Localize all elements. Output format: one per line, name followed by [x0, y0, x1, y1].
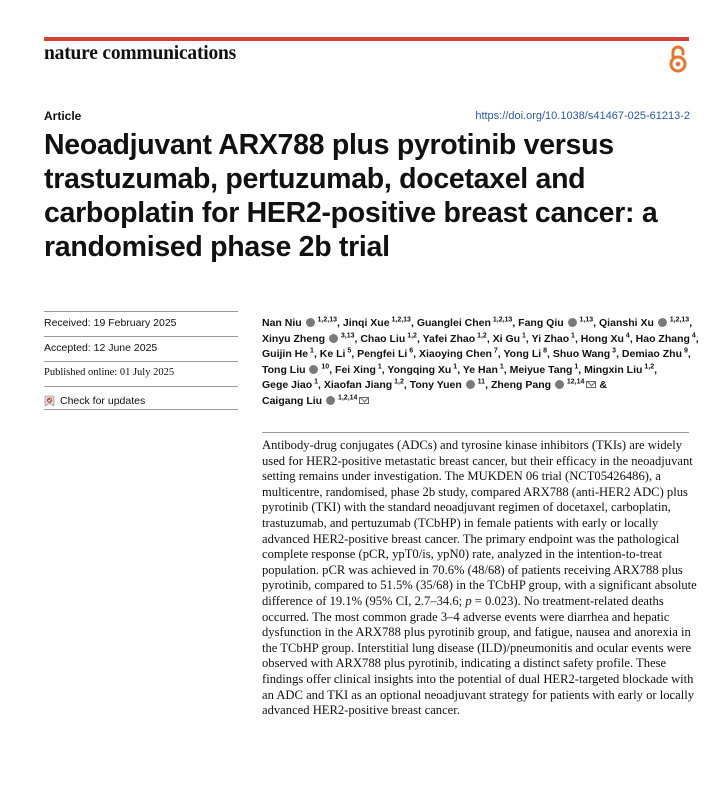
author-name[interactable]: [262, 333, 355, 345]
author-name[interactable]: [410, 379, 485, 391]
author-name-text: Yafei Zhao: [422, 332, 476, 345]
published-date: Published online: 01 July 2025: [44, 361, 238, 386]
check-for-updates-link[interactable]: [44, 386, 238, 410]
email-icon[interactable]: [359, 397, 369, 404]
orcid-icon[interactable]: [306, 318, 315, 327]
author-name[interactable]: [262, 348, 314, 360]
author-affiliation: 1,13: [577, 316, 594, 324]
author-name[interactable]: [510, 364, 579, 376]
article-type-label: Article: [44, 109, 82, 123]
author-affiliation: 1: [451, 363, 458, 371]
author-name[interactable]: [387, 364, 457, 376]
author-affiliation: 11: [475, 378, 486, 386]
author-name-text: Xinyu Zheng: [262, 332, 325, 345]
author-name-text: Tong Liu: [262, 363, 306, 376]
author-name-text: Guijin He: [262, 348, 309, 361]
author-name-text: Xiaoying Chen: [419, 348, 492, 361]
author-name[interactable]: [491, 379, 596, 391]
journal-accent-bar: [44, 37, 689, 41]
author-affiliation: 1,2,13: [490, 316, 513, 324]
author-name[interactable]: [503, 348, 547, 360]
author-affiliation: 1,2: [475, 332, 487, 340]
abstract-divider: [262, 432, 689, 433]
author-name-text: Tony Yuen: [409, 379, 462, 392]
author-name[interactable]: [518, 317, 593, 329]
author-affiliation: 6: [407, 347, 414, 355]
author-name-text: Guanglei Chen: [416, 317, 491, 329]
author-name[interactable]: [335, 364, 382, 376]
author-name[interactable]: [357, 348, 413, 360]
author-name[interactable]: [532, 333, 575, 345]
author-name-text: Zheng Pang: [490, 379, 552, 392]
author-name[interactable]: [493, 333, 526, 345]
author-name-text: Fang Qiu: [518, 317, 564, 329]
email-icon[interactable]: [586, 381, 596, 388]
article-dates: [44, 311, 238, 410]
author-name-text: Mingxin Liu: [584, 363, 643, 376]
author-affiliation: 4: [689, 332, 696, 340]
accepted-date: Accepted: 12 June 2025: [44, 336, 238, 361]
author-affiliation: 1,2,14: [336, 394, 358, 402]
author-name[interactable]: [262, 395, 369, 407]
author-name[interactable]: [417, 317, 513, 329]
check-for-updates-icon: [44, 395, 55, 407]
article-title: Neoadjuvant ARX788 plus pyrotinib versus trastuzumab, pertuzumab, docetaxel and carboplatin for HER2-positive breast cancer: a randomised phase 2b trial: [44, 129, 658, 263]
author-affiliation: 1: [569, 332, 575, 340]
author-affiliation: 3: [610, 347, 617, 355]
author-name[interactable]: [423, 333, 487, 345]
author-name-text: Xiaofan Jiang: [323, 379, 393, 392]
abstract-text: Antibody-drug conjugates (ADCs) and tyrosine kinase inhibitors (TKIs) are widely used for HER2-positive metastatic breast cancer, but their efficacy in the neoadjuvant setting remains under investigation. The MUKDEN 06 trial (NCT05426486), a multicentre, randomised, phase 2b study, compared ARX788 (anti-HER2 ADC) plus pyrotinib (TKI) with the standard neoadjuvant regimen of docetaxel, carboplatin, trastuzumab, and pertuzumab (TCbHP) in female patients with early or locally advanced HER2-positive breast cancer. The primary endpoint was the pathological complete response (pCR, ypT0/is, ypN0) rate, analyzed in the intention-to-treat population. pCR was achieved in 70.6% (48/68) of patients receiving ARX788 plus pyrotinib, compared to 51.5% (35/68) in the TCbHP group, with a significant absolute difference of 19.1% (95% CI, 2.7–34.6; p = 0.023). No treatment-related deaths occurred. The most common grade 3–4 adverse events were diarrhea and hepatic dysfunction in the ARX788 plus pyrotinib group, and fatigue, nausea and anorexia in the TCbHP group. Interstitial lung disease (ILD)/pneumonitis and ocular events were observed with ARX788 plus pyrotinib, indicating a distinct safety profile. These findings offer clinical insights into the potential of dual HER2-targeted blockade with an ADC and TKI as an optional neoadjuvant strategy for patients with early or locally advanced HER2-positive breast cancer.: [262, 438, 697, 718]
author-name[interactable]: [262, 317, 337, 329]
orcid-icon[interactable]: [658, 318, 667, 327]
received-date: Received: 19 February 2025: [44, 311, 238, 336]
open-access-icon[interactable]: [666, 44, 690, 74]
author-name[interactable]: [584, 364, 654, 376]
author-affiliation: 1: [520, 332, 526, 340]
author-name[interactable]: [463, 364, 504, 376]
author-name[interactable]: [622, 348, 688, 360]
author-affiliation: 1: [572, 363, 579, 371]
author-affiliation: 1: [497, 363, 504, 371]
orcid-icon[interactable]: [329, 334, 338, 343]
author-affiliation: 3,13: [338, 332, 355, 340]
orcid-icon[interactable]: [555, 380, 564, 389]
author-name-text: Gege Jiao: [262, 379, 313, 392]
author-affiliation: 1: [375, 363, 382, 371]
author-affiliation: 10: [319, 363, 330, 371]
author-name-text: Caigang Liu: [262, 394, 323, 407]
author-name-text: Qianshi Xu: [599, 317, 654, 329]
author-name-text: Hong Xu: [580, 332, 624, 345]
orcid-icon[interactable]: [466, 380, 475, 389]
author-name[interactable]: [343, 317, 411, 329]
author-list: Nan Niu $^{1,2,13}$, Jinqi Xue $^{1,2,13}$, Guanglei Chen $^{1,2,13}$, Fang Qiu $^{1,13}$, Qianshi Xu $^{1,2,13}$, Xinyu Zheng $^{3,13}$, Chao Liu $^{1,2}$, Yafei Zhao $^{1,2}$, Xi Gu $^1$, Yi Zhao $^1$, Hong Xu $^4$, Hao Zhang $^4$, Guijin He $^1$, Ke Li $^5$, Pengfei Li $^6$, Xiaoying Chen $^7$, Yong Li $^8$, Shuo Wang $^3$, Demiao Zhu $^9$, Tong Liu $^{10}$, Fei Xing $^1$, Yongqing Xu $^1$, Ye Han $^1$, Meiyue Tang $^1$, Mingxin Liu $^{1,2}$, Gege Jiao $^1$, Xiaofan Jiang $^{1,2}$, Tony Yuen $^{11}$, Zheng Pang $^{12,14}$ & Caigang Liu $^{1,2,14}$: [262, 316, 699, 407]
author-name-text: Pengfei Li: [357, 348, 408, 361]
author-name[interactable]: [324, 379, 404, 391]
author-affiliation: 1,2,13: [315, 316, 338, 324]
author-name-text: Yi Zhao: [531, 332, 570, 345]
author-name-text: Nan Niu: [262, 317, 302, 329]
author-name[interactable]: [636, 333, 696, 345]
author-affiliation: 1,2: [642, 363, 655, 371]
author-affiliation: 5: [345, 347, 352, 355]
doi-link[interactable]: https://doi.org/10.1038/s41467-025-61213-2: [475, 110, 690, 122]
author-name[interactable]: [320, 348, 352, 360]
author-name[interactable]: [262, 379, 318, 391]
author-name[interactable]: [553, 348, 616, 360]
author-affiliation: 1,2,13: [389, 316, 411, 324]
author-name-text: Shuo Wang: [552, 348, 611, 361]
check-for-updates-label: Check for updates: [60, 394, 146, 407]
author-affiliation: 9: [682, 347, 688, 355]
author-affiliation: 1: [312, 378, 319, 386]
orcid-icon[interactable]: [568, 318, 577, 327]
author-name[interactable]: [419, 348, 498, 360]
author-name-text: Demiao Zhu: [621, 348, 682, 361]
author-affiliation: 1,2: [405, 332, 417, 340]
author-name[interactable]: [360, 333, 417, 345]
author-name-text: Chao Liu: [360, 332, 406, 345]
journal-name[interactable]: nature communications: [44, 43, 237, 64]
author-affiliation: 4: [623, 332, 630, 340]
author-name-text: Yongqing Xu: [387, 363, 452, 376]
author-name-text: Xi Gu: [492, 332, 521, 345]
author-name-text: Hao Zhang: [635, 332, 690, 345]
author-name-text: Ye Han: [462, 363, 498, 376]
author-name[interactable]: [262, 364, 329, 376]
author-name-text: Fei Xing: [335, 363, 376, 376]
author-name-text: Ke Li: [319, 348, 346, 361]
author-name-text: Yong Li: [503, 348, 542, 361]
author-name[interactable]: [581, 333, 630, 345]
author-affiliation: 1,2,13: [667, 316, 690, 324]
author-name-text: Jinqi Xue: [342, 317, 390, 329]
author-affiliation: 1: [308, 347, 314, 355]
author-affiliation: 7: [491, 347, 498, 355]
author-name[interactable]: [599, 317, 689, 329]
orcid-icon[interactable]: [326, 396, 335, 405]
author-affiliation: 12,14: [564, 378, 585, 386]
orcid-icon[interactable]: [309, 365, 318, 374]
author-affiliation: 1,2: [392, 378, 404, 386]
author-name-text: Meiyue Tang: [509, 363, 573, 376]
author-affiliation: 8: [541, 347, 548, 355]
